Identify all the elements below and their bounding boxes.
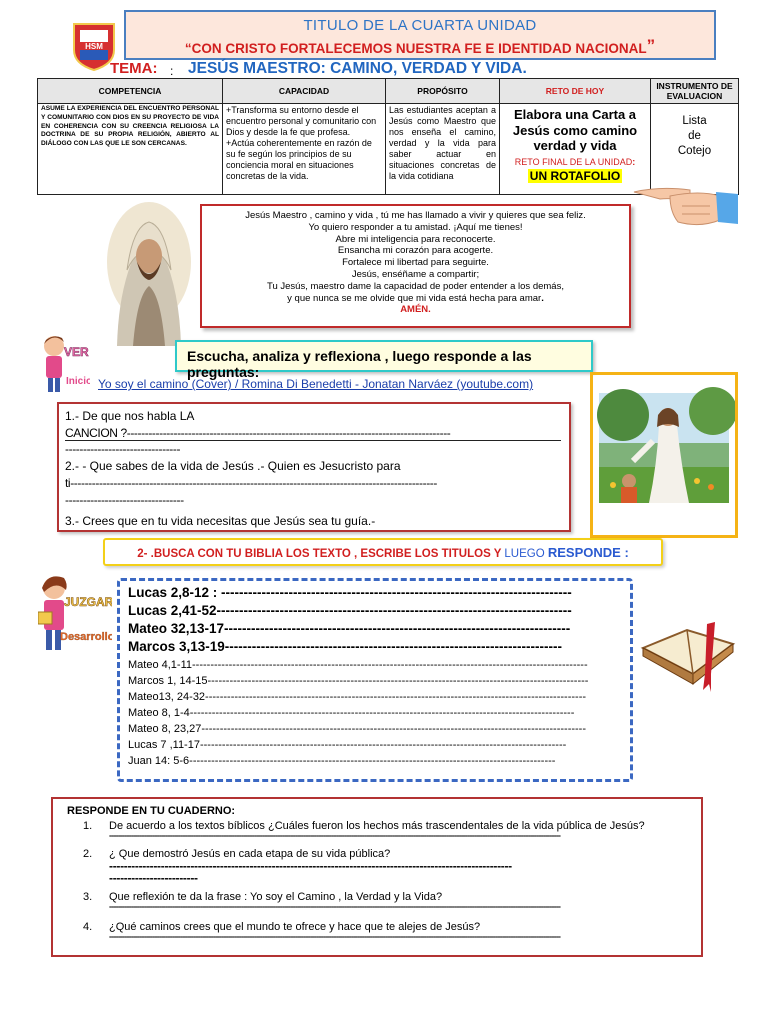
table-header-row (38, 79, 739, 104)
header-capacidad: CAPACIDAD (223, 79, 386, 104)
question-1: 1.- De que nos habla LA (65, 409, 195, 423)
question-2-line: ti------------------------------------------------------------------------------------------------------ (65, 476, 438, 490)
question-1-line-2: -------------------------------- (65, 440, 561, 458)
prayer-line: Jesús Maestro , camino y vida , tú me has llamado a vivir y quieres que sea feliz. (245, 210, 586, 221)
prayer-line: Jesús, enséñame a compartir; (351, 268, 480, 280)
responde-question-2: 2. ¿ Que demostró Jesús en cada etapa de su vida pública? ------------------------------------------------------------------------------------------------------------- ------------------------ (83, 848, 512, 884)
prayer-line: y que nunca se me olvide que mi vida está hecha para amar. (287, 292, 544, 304)
unit-title-box (124, 10, 716, 60)
pointing-hand-icon (630, 182, 742, 232)
reference-line: Lucas 7 ,11-17---------------------------------------------------------------------------------------------------- (128, 739, 567, 751)
header-competencia: COMPETENCIA (38, 79, 223, 104)
reference-line: Mateo 32,13-17----------------------------------------------------------------------------- (128, 621, 571, 636)
prayer-amen: AMÉN. (400, 304, 431, 316)
jesus-with-child-image (590, 372, 738, 538)
prayer-line: Yo quiero responder a tu amistad. ¡Aquí me tienes! (308, 221, 523, 233)
unit-title: TITULO DE LA CUARTA UNIDAD (303, 17, 537, 34)
reference-line: Lucas 2,8-12 : ------------------------------------------------------------------------------ (128, 585, 572, 600)
prayer-line: Fortalece mi libertad para seguirte. (342, 257, 489, 269)
reference-line: Mateo 8, 23,27--------------------------------------------------------------------------------------------------------- (128, 723, 587, 735)
kid1-label-inicio: Inicio (66, 376, 90, 387)
competencia-cell: ASUME LA EXPERIENCIA DEL ENCUENTRO PERSONAL Y COMUNITARIO CON DIOS EN SU PROYECTO DE VIDA EN COHERENCIA CON SU CREENCIA RELIGIOSA LA DOCTRINA DE SU PROPIA RELIGIÓN, ABIERTO AL DIÁLOGO CON LAS QUE LE SON CERCANAS. (38, 104, 223, 195)
reference-line: Marcos 1, 14-15-------------------------------------------------------------------------------------------------------- (128, 675, 589, 687)
bible-icon (637, 614, 739, 694)
instrumento-cell: Lista de Cotejo (651, 104, 739, 195)
reference-line: Marcos 3,13-19--------------------------------------------------------------------------- (128, 639, 562, 654)
reference-line: Mateo13, 24-32-------------------------------------------------------------------------------------------------------- (128, 691, 587, 703)
responde-question-3: 3. Que reflexión te da la frase : Yo soy el Camino , la Verdad y la Vida? -------------------------------------------------------------------------------------------------------------------------------------------------------------------------------------------------------------------------------------------------- (83, 891, 561, 911)
reto-main: Elabora una Carta a Jesús como camino verdad y vida (512, 107, 638, 153)
kid2-label-juzgar: JUZGAR (64, 595, 112, 609)
question-2: 2.- - Que sabes de la vida de Jesús .- Quien es Jesucristo para (65, 459, 401, 473)
prayer-box (200, 204, 631, 328)
question-1-line: CANCION ?------------------------------------------------------------------------------------------ (65, 426, 451, 440)
tema-label: TEMA: (110, 60, 158, 77)
reto-cell (500, 104, 651, 195)
reto-final-label: RETO FINAL DE LA UNIDAD: (514, 156, 636, 167)
kid-ver-inicio-image (40, 332, 90, 394)
instruction-escucha: Escucha, analiza y reflexiona , luego responde a las preguntas: (175, 340, 593, 372)
prayer-line: Abre mi inteligencia para reconocerte. (335, 233, 496, 245)
question-2-line-2: --------------------------------- (65, 493, 184, 507)
responde-question-1: 1. De acuerdo a los textos bíblicos ¿Cuáles fueron los hechos más trascendentales de la vida pública de Jesús? -------------------------------------------------------------------------------------------------------------------------------------------------------------------------------------------------------------------------------------------------- (83, 820, 645, 840)
song-link[interactable]: Yo soy el camino (Cover) / Romina Di Benedetti - Jonatan Narváez (youtube.com) (98, 377, 534, 391)
responde-question-4: 4. ¿Qué caminos crees que el mundo te ofrece y hace que te alejes de Jesús? -------------------------------------------------------------------------------------------------------------------------------------------------------------------------------------------------------------------------------------------------- (83, 921, 561, 941)
responde-title: RESPONDE EN TU CUADERNO: (67, 805, 236, 817)
kid-juzgar-desarrollo-image (38, 570, 112, 670)
competency-table (37, 78, 739, 195)
header-instrumento: INSTRUMENTO DE EVALUACION (651, 79, 739, 104)
prayer-line: Tu Jesús, maestro dame la capacidad de poder entender a los demás, (267, 280, 564, 292)
tema-title: JESÚS MAESTRO: CAMINO, VERDAD Y VIDA. (188, 60, 527, 77)
reference-line: Mateo 4,1-11------------------------------------------------------------------------------------------------------------ (128, 659, 588, 671)
reference-line: Lucas 2,41-52------------------------------------------------------------------------------- (128, 603, 572, 618)
bible-references-box (117, 578, 633, 782)
question-3: 3.- Crees que en tu vida necesitas que Jesús sea tu guía.- (65, 514, 376, 528)
kid2-label-desarrollo: Desarrollo (60, 631, 112, 643)
kid1-label-ver: VER (64, 345, 89, 359)
reference-line: Juan 14: 5-6---------------------------------------------------------------------------------------------------- (128, 755, 556, 767)
unit-subtitle: “CON CRISTO FORTALECEMOS NUESTRA FE E IDENTIDAD NACIONAL” (184, 36, 656, 56)
instruction-busca: 2- .BUSCA CON TU BIBLIA LOS TEXTO , ESCRIBE LOS TITULOS Y LUEGO RESPONDE : (103, 538, 663, 566)
header-proposito: PROPÓSITO (386, 79, 500, 104)
reto-final-value: UN ROTAFOLIO (529, 168, 621, 183)
questions-box (57, 402, 571, 532)
jesus-portrait-image (103, 200, 195, 346)
responde-box (51, 797, 703, 957)
table-row (38, 104, 739, 195)
prayer-line: Ensancha mi corazón para acogerte. (337, 245, 494, 257)
header-reto: RETO DE HOY (500, 79, 651, 104)
proposito-cell: Las estudiantes aceptan a Jesús como Maestro que nos enseña el camino, verdad y la vida para saber actuar en situaciones concretas de la vida cotidiana (386, 104, 500, 195)
logo-text: HSM (85, 42, 103, 51)
reference-line: Mateo 8, 1-4--------------------------------------------------------------------------------------------------------- (128, 707, 575, 719)
capacidad-cell: +Transforma su entorno desde el encuentro personal y comunitario con Dios y desde la fe que profesa. +Actúa coherentemente en razón de su fe según los principios de su conciencia moral en situaciones concretas de la vida. (223, 104, 386, 195)
tema-colon: : (170, 64, 174, 78)
